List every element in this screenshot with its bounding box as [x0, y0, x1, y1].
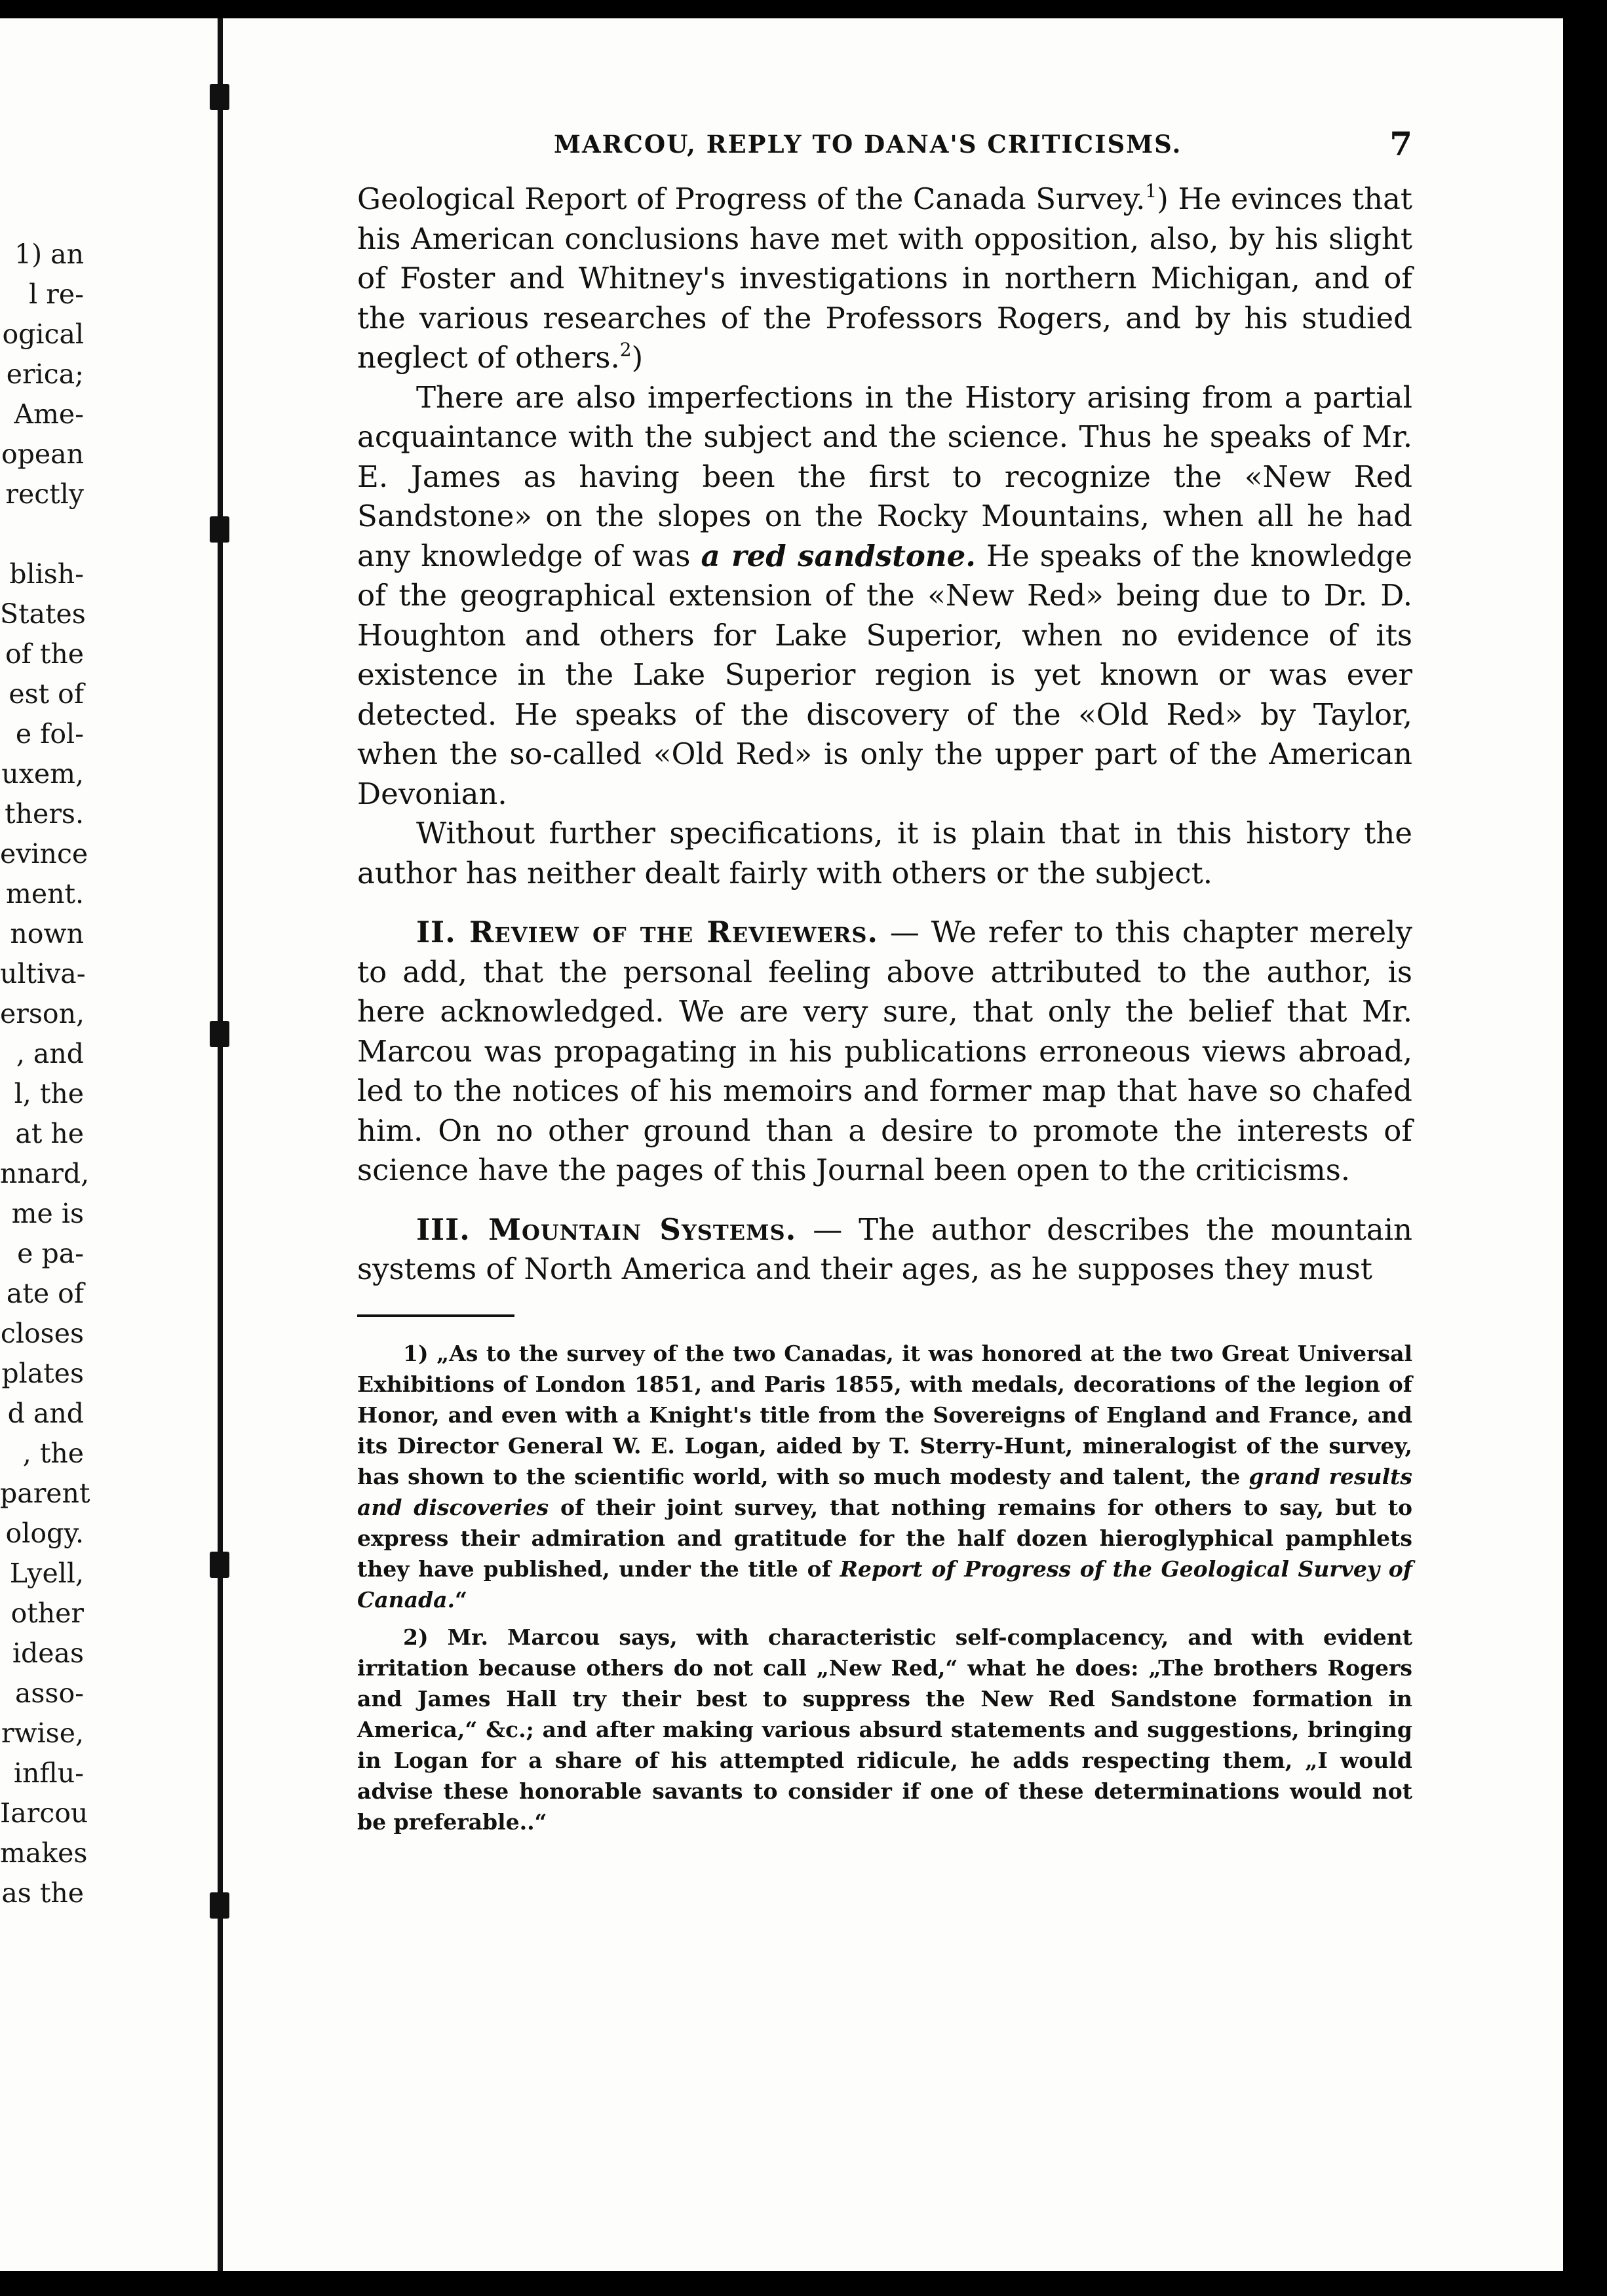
left-fragment-line: other — [10, 1598, 84, 1629]
left-fragment-line: as the — [1, 1877, 84, 1909]
left-fragment-line: l re- — [29, 278, 84, 310]
left-fragment-line: erson, — [0, 998, 85, 1029]
footnote-ref-1: 1 — [1145, 180, 1157, 202]
binding-mark — [210, 516, 229, 543]
left-fragment-line: Lyell, — [9, 1558, 84, 1589]
left-page-fragment — [0, 235, 90, 1913]
left-fragment-line: ate of — [6, 1278, 84, 1309]
section-heading: III. Mountain Systems. — [416, 1212, 797, 1247]
left-fragment-line: me is — [11, 1198, 84, 1229]
left-fragment-line: opean — [1, 438, 84, 470]
binding-mark — [210, 1552, 229, 1578]
page-number: 7 — [1389, 124, 1412, 163]
left-fragment-line: d and — [7, 1398, 84, 1429]
binding-mark — [210, 84, 229, 110]
left-fragment-line: erica; — [6, 358, 84, 390]
paragraph-1-text-end: ) — [631, 340, 644, 375]
left-fragment-line: ology. — [5, 1518, 84, 1549]
left-fragment-line — [0, 514, 84, 554]
paragraph-2-text: There are also imperfections in the History arising from a partial acquaintance with the subject and the science. Thus he speaks of Mr. E. James as having been the first to recognize the «New Red Sandstone» on the slopes on the Rocky Mountains, when all he had any knowledge of was — [357, 379, 1412, 573]
binding-mark — [210, 1892, 229, 1919]
footnote-1-close-quote: “ — [454, 1586, 467, 1613]
footnote-1 — [357, 1338, 1412, 1615]
left-fragment-line: closes — [0, 1318, 84, 1349]
left-fragment-line: makes — [0, 1837, 88, 1869]
running-head — [357, 123, 1412, 169]
paragraph-1-text-cont: ) He evinces that his American conclusions have met with opposition, also, by his slight of Foster and Whitney's investigations in northern Michigan, and of the various researches of the Professors Rogers, and by his studied neglect of others. — [357, 182, 1412, 375]
footnote-1-text: 1) „As to the survey of the two Canadas, it was honored at the two Great Universal Exhibitions of London 1851, and Paris 1855, with medals, decorations of the legion of Honor, and even with a Knight's title from the Sovereigns of England and France, and its Director General W. E. Logan, aided by T. Sterry-Hunt, mineralogist of the survey, has shown to the scientific world, with so much modesty and talent, the — [357, 1340, 1412, 1489]
section-mountain-systems — [357, 1210, 1412, 1290]
running-title: MARCOU, REPLY TO DANA'S CRITICISMS. — [554, 130, 1182, 159]
section-heading: II. Review of the Reviewers. — [416, 915, 879, 949]
left-fragment-line: thers. — [5, 798, 84, 830]
section-review-of-reviewers — [357, 913, 1412, 1191]
left-fragment-line: of the — [5, 638, 84, 670]
left-fragment-line: ideas — [12, 1637, 84, 1669]
left-fragment-line: influ- — [13, 1757, 84, 1789]
left-fragment-line: parent — [0, 1478, 90, 1509]
scanned-page — [0, 18, 1563, 2271]
paragraph-1-text: Geological Report of Progress of the Canada Survey. — [357, 182, 1146, 216]
left-fragment-line: blish- — [9, 558, 84, 590]
binding-gutter-line — [218, 18, 223, 2271]
left-fragment-line: nown — [10, 918, 84, 949]
footnote-1-text-cont: of their joint survey, that nothing remains for others to say, but to express their admiration and gratitude for the half dozen hieroglyphical pamphlets they have published, under the title of — [357, 1494, 1412, 1582]
left-fragment-line: 1) an — [14, 239, 84, 270]
left-fragment-line: asso- — [14, 1677, 84, 1709]
left-fragment-line: rwise, — [1, 1717, 84, 1749]
left-fragment-line: l, the — [14, 1078, 84, 1109]
section-text: — The author describes the mountain systems of North America and their ages, as he supposes they must — [357, 1212, 1412, 1286]
left-fragment-line: Ame- — [14, 398, 84, 430]
section-text: — We refer to this chapter merely to add, that the personal feeling above attributed to the author, is here acknowledged. We are very sure, that only the belief that Mr. Marcou was propagating in his publications erroneous views abroad, led to the notices of his memoirs and former map that have so chafed him. On no other ground than a desire to promote the interests of science have the pages of this Journal been open to the criticisms. — [357, 915, 1413, 1187]
left-fragment-line: est of — [9, 678, 84, 710]
left-fragment-line: Iarcou — [0, 1797, 88, 1829]
paragraph-2-text-cont: He speaks of the knowledge of the geographical extension of the «New Red» being due to Dr. D. Houghton and others for Lake Superior, when no evidence of its existence in the Lake Superior region is yet known or was ever detected. He speaks of the discovery of the «Old Red» by Taylor, when the so-called «Old Red» is only the upper part of the American Devonian. — [357, 538, 1412, 811]
footnote-1-italic-title: Report of Progress of the Geological Survey of Canada. — [357, 1556, 1412, 1613]
footnotes — [357, 1338, 1412, 1837]
left-fragment-line: evince — [0, 838, 88, 870]
right-page — [357, 123, 1412, 1844]
left-fragment-line: ogical — [2, 318, 84, 350]
left-fragment-line: , the — [22, 1438, 84, 1469]
footnote-ref-2: 2 — [619, 339, 632, 360]
left-fragment-line: States — [0, 598, 86, 630]
left-fragment-line: plates — [1, 1358, 84, 1389]
footnote-1-italic: grand results and discoveries — [357, 1463, 1412, 1520]
paragraph-2-italic: a red sandstone. — [701, 538, 976, 573]
left-fragment-line: , and — [16, 1038, 84, 1069]
footnote-2: 2) Mr. Marcou says, with characteristic self-complacency, and with evident irritation because others do not call „New Red,“ what he does: „The brothers Rogers and James Hall try their best to suppress the New Red Sandstone formation in America,“ &c.; and after making various absurd statements and suggestions, bringing in Logan for a share of his attempted ridicule, he adds respecting them, „I would advise these honorable savants to consider if one of these determinations would not be preferable..“ — [357, 1624, 1412, 1835]
left-fragment-line: uxem, — [1, 758, 84, 790]
left-fragment-line: e fol- — [15, 718, 84, 750]
binding-mark — [210, 1021, 229, 1047]
footnote-rule — [357, 1314, 514, 1317]
paragraph-2 — [357, 378, 1412, 814]
left-fragment-line: e pa- — [17, 1238, 84, 1269]
left-fragment-line: rectly — [5, 478, 84, 510]
left-fragment-line: ultiva- — [0, 958, 86, 989]
left-fragment-line: at he — [15, 1118, 84, 1149]
body-text — [357, 180, 1412, 1290]
paragraph-1 — [357, 180, 1412, 378]
paragraph-3: Without further specifications, it is plain that in this history the author has neither dealt fairly with others or the subject. — [357, 816, 1412, 890]
left-fragment-line: ment. — [5, 878, 84, 909]
left-fragment-line: nnard, — [0, 1158, 90, 1189]
